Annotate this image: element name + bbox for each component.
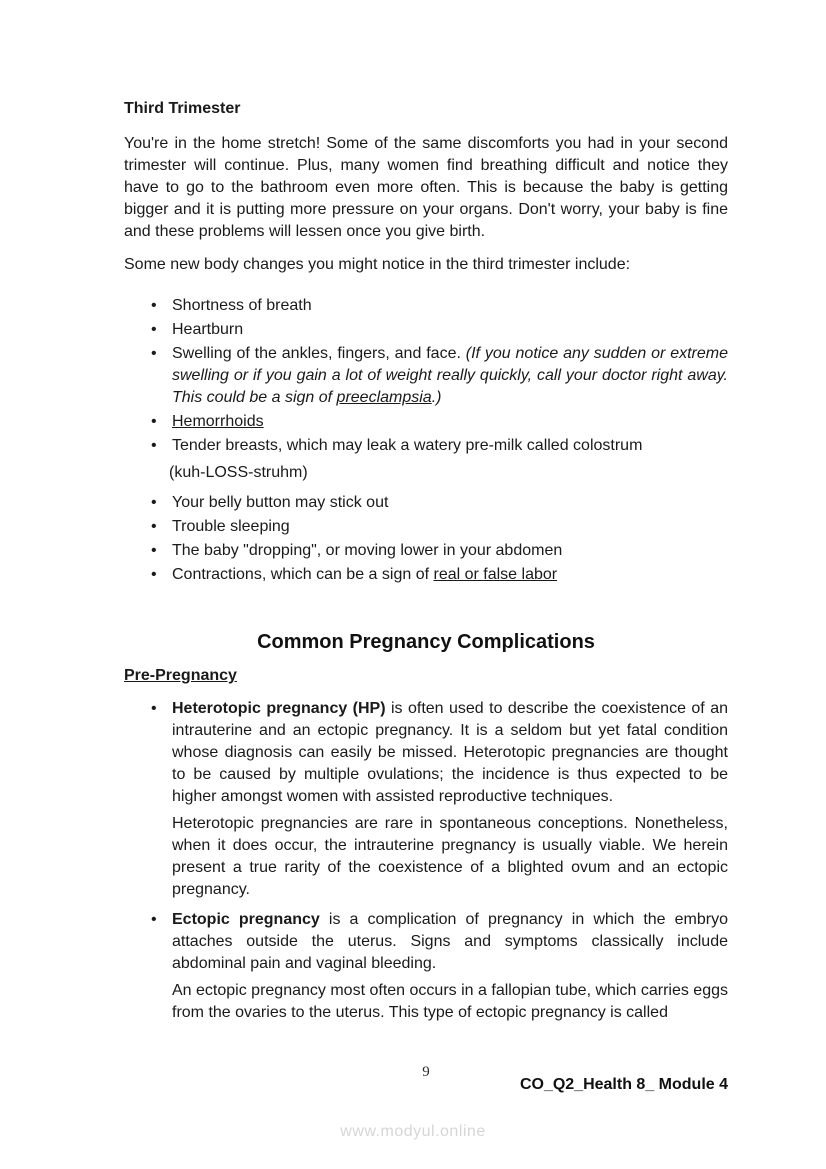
list-item-text: The baby "dropping", or moving lower in your abdomen xyxy=(172,542,563,559)
list-item-text: Shortness of breath xyxy=(172,297,312,314)
list-item-contractions xyxy=(124,564,728,586)
footer-module-label: CO_Q2_Health 8_ Module 4 xyxy=(519,1076,728,1093)
complication-description: is often used to describe the coexistence of an intrauterine and an ectopic pregnancy. It is a seldom but yet fatal condition whose diagnosis can easily be missed. Heterotopic pregnancies are thought to be caused by multiple ovulations; the incidence is thus expected to be higher amongst women with assisted reproductive techniques. xyxy=(172,700,728,805)
complication-term: Heterotopic pregnancy (HP) xyxy=(172,700,386,717)
list-item-text: Heartburn xyxy=(172,321,244,338)
list-item-trouble-sleeping xyxy=(124,516,728,538)
complication-term: Ectopic pregnancy xyxy=(172,911,320,928)
list-item-text: Tender breasts, which may leak a watery pre-milk called colostrum xyxy=(172,437,643,454)
page-content xyxy=(124,98,728,1032)
section-heading-third-trimester: Third Trimester xyxy=(124,100,241,117)
body-changes-list-a xyxy=(124,295,728,457)
list-item-belly-button xyxy=(124,492,728,514)
page-number: 9 xyxy=(422,1064,430,1080)
underlined-term-real-or-false-labor: real or false labor xyxy=(433,566,558,583)
italic-note: (If you notice any sudden or extreme swelling or if you gain a lot of weight really quickly, call your doctor right away. This could be a sign of xyxy=(172,345,728,406)
complication-paragraph xyxy=(172,698,728,808)
complications-list xyxy=(124,698,728,1024)
list-item-text: Swelling of the ankles, fingers, and face. xyxy=(172,345,466,362)
complication-paragraph xyxy=(172,909,728,975)
list-item-ectopic-pregnancy xyxy=(124,909,728,1024)
subsection-heading-pre-pregnancy: Pre-Pregnancy xyxy=(124,667,237,684)
list-item-text: Your belly button may stick out xyxy=(172,494,389,511)
italic-note: .) xyxy=(431,389,442,406)
paragraph-third-trimester-intro: You're in the home stretch! Some of the same discomforts you had in your second trimester will continue. Plus, many women find breathing difficult and notice they have to go to the bathroom even more often. This is because the baby is getting bigger and it is putting more pressure on your organs. Don't worry, your baby is fine and these problems will lessen once you give birth. xyxy=(124,135,728,240)
complication-description: is a complication of pregnancy in which the embryo attaches outside the uterus. Signs and symptoms classically include abdominal pain and vaginal bleeding. xyxy=(172,911,728,972)
list-item-hemorrhoids xyxy=(124,411,728,433)
list-item-swelling xyxy=(124,343,728,409)
complication-paragraph-continued: An ectopic pregnancy most often occurs in a fallopian tube, which carries eggs from the ovaries to the uterus. This type of ectopic pregnancy is called xyxy=(172,982,728,1021)
list-item-tender-breasts xyxy=(124,435,728,457)
list-item-heartburn xyxy=(124,319,728,341)
underlined-term-preeclampsia: preeclampsia xyxy=(336,389,432,406)
list-item-heterotopic-pregnancy xyxy=(124,698,728,901)
paragraph-body-changes-lead: Some new body changes you might notice in the third trimester include: xyxy=(124,256,631,273)
list-item-baby-dropping xyxy=(124,540,728,562)
pronunciation-note: (kuh-LOSS-struhm) xyxy=(169,464,308,481)
underlined-term-hemorrhoids: Hemorrhoids xyxy=(172,413,264,430)
page-title-common-pregnancy-complications: Common Pregnancy Complications xyxy=(257,631,595,653)
list-item-text: Trouble sleeping xyxy=(172,518,290,535)
watermark: www.modyul.online xyxy=(340,1123,486,1140)
italic-note xyxy=(337,389,432,406)
complication-paragraph-continued: Heterotopic pregnancies are rare in spontaneous conceptions. Nonetheless, when it does occur, the intrauterine pregnancy is usually viable. We herein present a true rarity of the coexistence of a blighted ovum and an ectopic pregnancy. xyxy=(172,815,728,898)
list-item-text: Contractions, which can be a sign of xyxy=(172,566,434,583)
list-item-shortness-of-breath xyxy=(124,295,728,317)
body-changes-list-b xyxy=(124,492,728,586)
